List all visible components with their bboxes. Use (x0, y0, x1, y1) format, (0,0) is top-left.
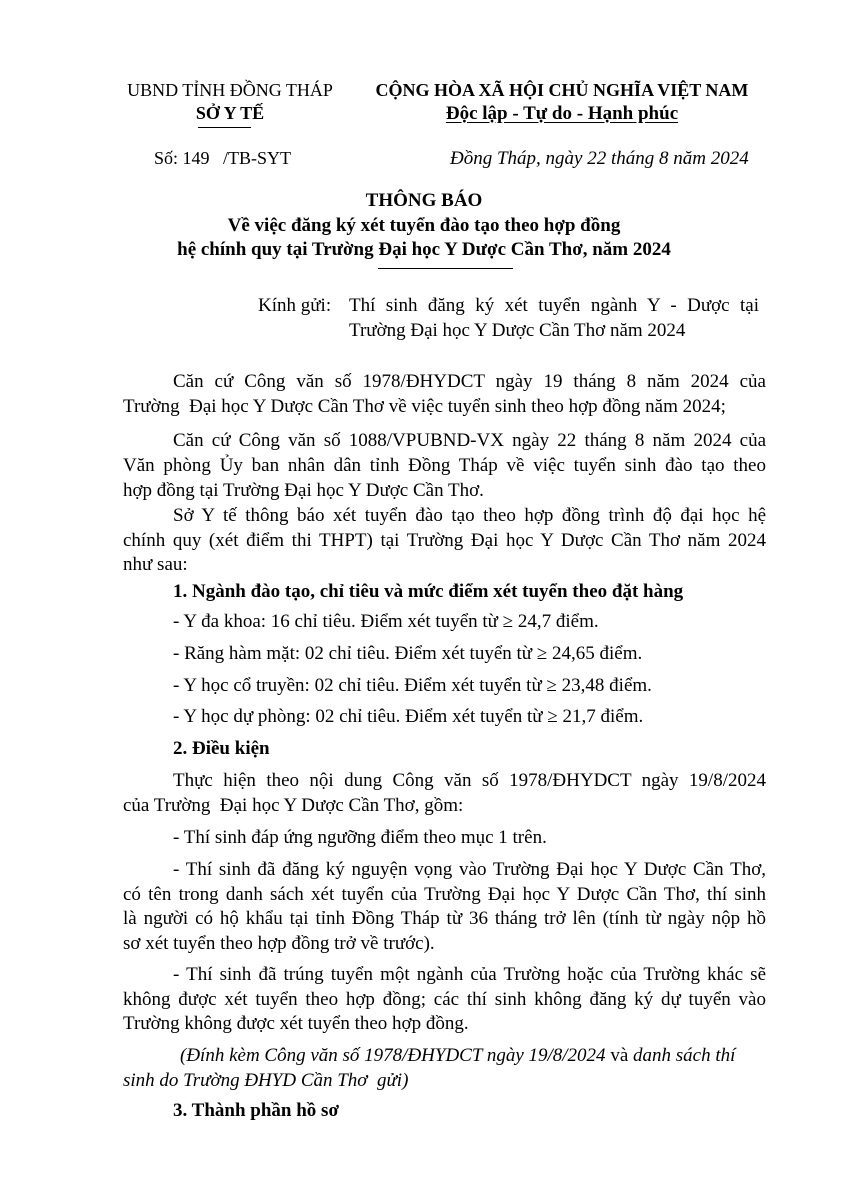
section-1-heading: 1. Ngành đào tạo, chỉ tiêu và mức điểm xét tuyển theo đặt hàng (173, 581, 684, 602)
nation-name: CỘNG HÒA XÃ HỘI CHỦ NGHĨA VIỆT NAM (375, 80, 749, 100)
condition-exclusion-line-2: không được xét tuyển theo hợp đồng; các thí sinh không đăng ký dự tuyển vào (123, 989, 766, 1010)
basis-2-line-2: Văn phòng Ủy ban nhân dân tỉnh Đồng Tháp về việc tuyển sinh đào tạo theo (123, 455, 766, 476)
national-motto: Độc lập - Tự do - Hạnh phúc (445, 103, 679, 124)
place-and-date: Đồng Tháp, ngày 22 tháng 8 năm 2024 (450, 148, 749, 169)
title-underline (378, 268, 513, 269)
attachment-note-line-2: sinh do Trường ĐHYD Cần Thơ gửi) (123, 1070, 409, 1091)
notice-subject-line-2: hệ chính quy tại Trường Đại học Y Dược Cần Thơ, năm 2024 (177, 239, 671, 260)
basis-1-line-2: Trường Đại học Y Dược Cần Thơ về việc tuyển sinh theo hợp đồng năm 2024; (123, 396, 726, 417)
recipient-label: Kính gửi: (258, 295, 332, 316)
condition-exclusion-line-3: Trường không được xét tuyển theo hợp đồng. (123, 1013, 469, 1034)
conditions-intro-line-1: Thực hiện theo nội dung Công văn số 1978/ĐHYDCT ngày 19/8/2024 (173, 770, 766, 791)
basis-2-line-3: hợp đồng tại Trường Đại học Y Dược Cần Thơ. (123, 480, 484, 501)
agency-name: SỞ Y TẾ (195, 103, 265, 123)
quota-item-preventive-medicine: - Y học dự phòng: 02 chỉ tiêu. Điểm xét tuyển từ ≥ 21,7 điểm. (173, 706, 644, 727)
agency-underline (198, 127, 251, 128)
attachment-conjunction: và (605, 1045, 633, 1066)
condition-registration-line-2: có tên trong danh sách xét tuyển của Trường Đại học Y Dược Cần Thơ, thí sinh (123, 884, 766, 905)
basis-1-line-1: Căn cứ Công văn số 1978/ĐHYDCT ngày 19 tháng 8 năm 2024 của (173, 371, 766, 392)
condition-exclusion-line-1: - Thí sinh đã trúng tuyển một ngành của Trường hoặc của Trường khác sẽ (173, 964, 766, 985)
condition-registration-line-1: - Thí sinh đã đăng ký nguyện vọng vào Trường Đại học Y Dược Cần Thơ, (173, 859, 766, 880)
document-number: Số: 149 /TB-SYT (154, 148, 292, 168)
agency-parent: UBND TỈNH ĐỒNG THÁP (127, 80, 333, 100)
condition-registration-line-4: sơ xét tuyển theo hợp đồng trở về trước). (123, 933, 435, 954)
section-3-heading: 3. Thành phần hồ sơ (173, 1100, 339, 1121)
quota-item-traditional-medicine: - Y học cổ truyền: 02 chỉ tiêu. Điểm xét tuyển từ ≥ 23,48 điểm. (173, 675, 652, 696)
quota-item-odontostomatology: - Răng hàm mặt: 02 chỉ tiêu. Điểm xét tuyển từ ≥ 24,65 điểm. (173, 643, 643, 664)
conditions-intro-line-2: của Trường Đại học Y Dược Cần Thơ, gồm: (123, 795, 464, 816)
quota-item-general-medicine: - Y đa khoa: 16 chỉ tiêu. Điểm xét tuyển từ ≥ 24,7 điểm. (173, 611, 599, 632)
section-2-heading: 2. Điều kiện (173, 738, 270, 759)
notice-subject-line-1: Về việc đăng ký xét tuyển đào tạo theo hợp đồng (227, 215, 621, 236)
intro-line-2: chính quy (xét điểm thi THPT) tại Trường Đại học Y Dược Cần Thơ năm 2024 (123, 530, 766, 551)
attachment-doc-ref: (Đính kèm Công văn số 1978/ĐHYDCT ngày 19/8/2024 (180, 1045, 606, 1066)
recipient-line-1: Thí sinh đăng ký xét tuyển ngành Y - Dược tại (349, 295, 759, 316)
notice-type: THÔNG BÁO (365, 190, 483, 211)
intro-line-3: như sau: (123, 554, 188, 575)
condition-score-threshold: - Thí sinh đáp ứng ngưỡng điểm theo mục 1 trên. (173, 827, 547, 848)
condition-registration-line-3: là người có hộ khẩu tại tỉnh Đồng Tháp từ 36 tháng trở lên (tính từ ngày nộp hồ (123, 908, 766, 929)
attachment-note-line-1 (180, 1045, 735, 1067)
attachment-list-ref: danh sách thí (633, 1045, 736, 1066)
intro-line-1: Sở Y tế thông báo xét tuyển đào tạo theo hợp đồng trình độ đại học hệ (173, 505, 766, 526)
recipient-line-2: Trường Đại học Y Dược Cần Thơ năm 2024 (349, 320, 686, 341)
basis-2-line-1: Căn cứ Công văn số 1088/VPUBND-VX ngày 22 tháng 8 năm 2024 của (173, 430, 766, 451)
